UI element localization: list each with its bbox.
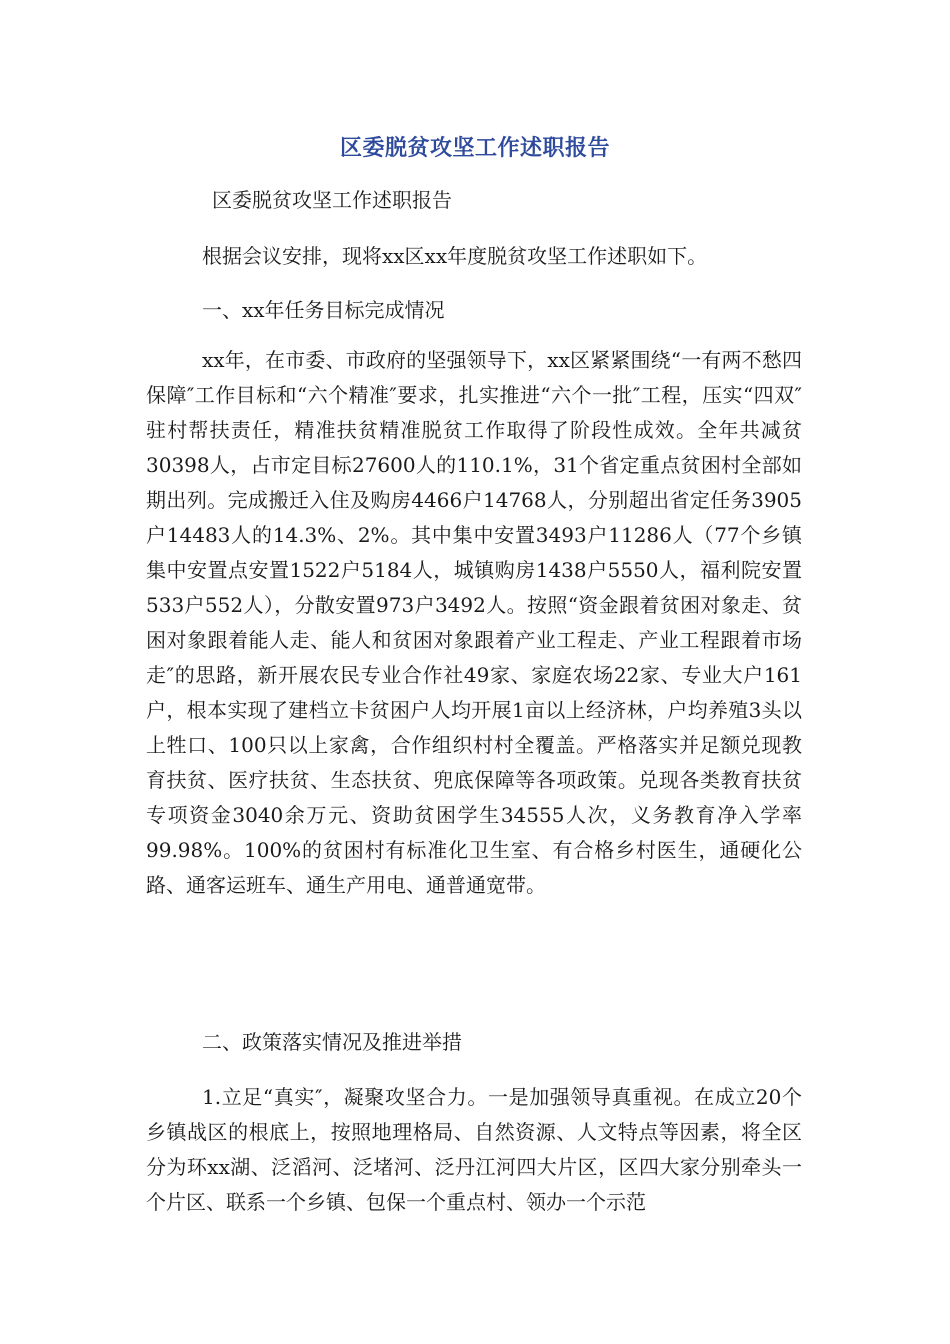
section-heading-2: 二、政策落实情况及推进举措: [202, 1030, 462, 1054]
document-title: 区委脱贫攻坚工作述职报告: [339, 136, 610, 161]
intro-paragraph: 根据会议安排，现将xx区xx年度脱贫攻坚工作述职如下。: [202, 244, 708, 268]
section-heading-1: 一、xx年任务目标完成情况: [202, 298, 445, 322]
section-2-body: 1.立足“真实″，凝聚攻坚合力。一是加强领导真重视。在成立20个乡镇战区的根底上，按照地理格局、自然资源、人文特点等因素，将全区分为环xx湖、泛滔河、泛堵河、泛丹江河四大片区，区四大家分别牵头一个片区、联系一个乡镇、包保一个重点村、领办一个示范: [146, 1085, 802, 1214]
section-1-body: xx年，在市委、市政府的坚强领导下，xx区紧紧围绕“一有两不愁四保障″工作目标和“六个精准″要求，扎实推进“六个一批″工程，压实“四双″驻村帮扶责任，精准扶贫精准脱贫工作取得了阶段性成效。全年共减贫30398人，占市定目标27600人的110.1%，31个省定重点贫困村全部如期出列。完成搬迁入住及购房4466户14768人，分别超出省定任务3905户14483人的14.3%、2%。其中集中安置3493户11286人（77个乡镇集中安置点安置1522户5184人，城镇购房1438户5550人，福利院安置533户552人），分散安置973户3492人。按照“资金跟着贫困对象走、贫困对象跟着能人走、能人和贫困对象跟着产业工程走、产业工程跟着市场走″的思路，新开展农民专业合作社49家、家庭农场22家、专业大户161户，根本实现了建档立卡贫困户人均开展1亩以上经济林，户均养殖3头以上牲口、100只以上家禽，合作组织村村全覆盖。严格落实并足额兑现教育扶贫、医疗扶贫、生态扶贫、兜底保障等各项政策。兑现各类教育扶贫专项资金3040余万元、资助贫困学生34555人次，义务教育净入学率99.98%。100%的贫困村有标准化卫生室、有合格乡村医生，通硬化公路、通客运班车、通生产用电、通普通宽带。: [146, 348, 802, 897]
document-subtitle: 区委脱贫攻坚工作述职报告: [212, 188, 452, 212]
